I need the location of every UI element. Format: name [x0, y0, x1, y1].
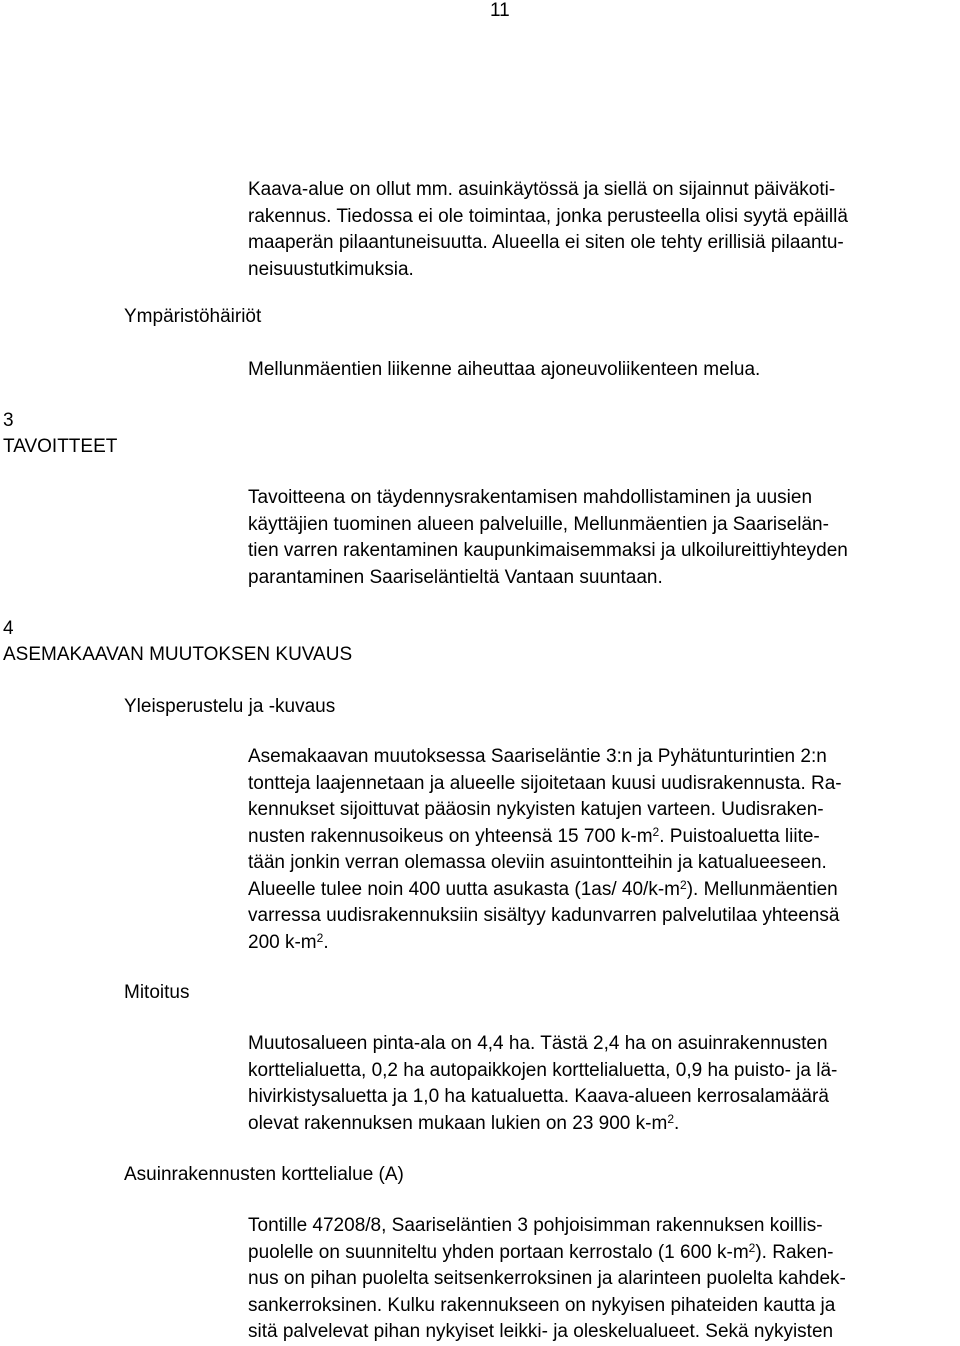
text-line: rakennus. Tiedossa ei ole toimintaa, jonka perusteella olisi syytä epäillä	[248, 205, 848, 227]
text-line	[248, 930, 842, 957]
paragraph-melu: Mellunmäentien liikenne aiheuttaa ajoneuvoliikenteen melua.	[248, 359, 761, 380]
text-line: kennukset sijoittuvat pääosin nykyisten katujen varteen. Uudisraken-	[248, 799, 824, 820]
text-line: sankerroksinen. Kulku rakennukseen on nykyisen pihateiden kautta ja	[248, 1294, 836, 1316]
text-line: käyttäjien tuominen alueen palveluille, Mellunmäentien ja Saariselän-	[248, 513, 829, 535]
chapter-number: 4	[3, 618, 14, 639]
section-heading-mitoitus: Mitoitus	[124, 982, 190, 1003]
paragraph-asuinrakennusten	[248, 1213, 846, 1346]
text-fragment: olevat rakennuksen mukaan lukien on 23 900 k-m	[248, 1112, 668, 1134]
text-fragment: Alueelle tulee noin 400 uutta asukasta (1as/ 40/k-m	[248, 878, 680, 900]
chapter-title: ASEMAKAAVAN MUUTOKSEN KUVAUS	[3, 644, 353, 665]
text-line: maaperän pilaantuneisuutta. Alueella ei siten ole tehty erillisiä pilaantu-	[248, 232, 844, 253]
text-line: tään jonkin verran olemassa oleviin asuintontteihin ja katualueeseen.	[248, 852, 827, 873]
text-fragment: ). Mellunmäentien	[686, 878, 838, 900]
section-heading-ymparistohairiot: Ympäristöhäiriöt	[124, 306, 262, 327]
text-line: tontteja laajennetaan ja alueelle sijoitetaan kuusi uudisrakennusta. Ra-	[248, 772, 842, 794]
text-line: hivirkistysaluetta ja 1,0 ha katualuetta. Kaava-alueen kerrosalamäärä	[248, 1086, 829, 1107]
text-fragment: .	[323, 931, 329, 953]
text-line: Muutosalueen pinta-ala on 4,4 ha. Tästä 2,4 ha on asuinrakennusten	[248, 1033, 828, 1054]
chapter-number: 3	[3, 410, 14, 431]
text-line	[248, 824, 842, 851]
text-line: nus on pihan puolelta seitsenkerroksinen ja alarinteen puolelta kahdek-	[248, 1268, 846, 1289]
paragraph-yleisperustelu	[248, 744, 842, 956]
text-fragment: 200 k-m	[248, 931, 317, 953]
section-heading-yleisperustelu: Yleisperustelu ja -kuvaus	[124, 696, 336, 717]
superscript: 2	[652, 824, 660, 839]
paragraph-mitoitus	[248, 1031, 837, 1137]
text-fragment: puolelle on suunniteltu yhden portaan kerrostalo (1 600 k-m	[248, 1241, 749, 1263]
text-line	[248, 1240, 846, 1267]
text-line: Kaava-alue on ollut mm. asuinkäytössä ja siellä on sijainnut päiväkoti-	[248, 179, 836, 200]
text-fragment: nusten rakennusoikeus on yhteensä 15 700 k-m	[248, 825, 653, 847]
superscript: 2	[667, 1111, 674, 1126]
chapter-heading-4	[3, 616, 352, 668]
text-line: parantaminen Saariseläntieltä Vantaan suuntaan.	[248, 566, 663, 588]
text-line: Asemakaavan muutoksessa Saariseläntie 3:n ja Pyhätunturintien 2:n	[248, 746, 827, 767]
chapter-title: TAVOITTEET	[3, 436, 118, 457]
text-line: varressa uudisrakennuksiin sisältyy kadunvarren palvelutilaa yhteensä	[248, 905, 840, 926]
paragraph-tavoitteet	[248, 485, 848, 591]
page-number: 11	[490, 0, 510, 21]
text-line: Tavoitteena on täydennysrakentamisen mahdollistaminen ja uusien	[248, 487, 813, 508]
text-fragment: ). Raken-	[755, 1241, 834, 1263]
text-line	[248, 877, 842, 904]
superscript: 2	[748, 1240, 756, 1255]
section-heading-asuinrakennusten-korttelialue: Asuinrakennusten korttelialue (A)	[124, 1164, 404, 1185]
paragraph-pilaantuneisuus	[248, 177, 848, 283]
superscript: 2	[316, 930, 324, 945]
text-line: tien varren rakentaminen kaupunkimaisemmaksi ja ulkoilureittiyhteyden	[248, 540, 848, 561]
text-fragment: . Puistoaluetta liite-	[659, 825, 820, 847]
chapter-heading-3	[3, 408, 117, 460]
text-line: Tontille 47208/8, Saariseläntien 3 pohjoisimman rakennuksen koillis-	[248, 1215, 823, 1236]
text-line: neisuustutkimuksia.	[248, 258, 414, 280]
text-line	[248, 1111, 837, 1138]
text-fragment: .	[674, 1112, 680, 1134]
text-line: korttelialuetta, 0,2 ha autopaikkojen korttelialuetta, 0,9 ha puisto- ja lä-	[248, 1059, 838, 1081]
superscript: 2	[680, 877, 687, 892]
text-line: sitä palvelevat pihan nykyiset leikki- ja oleskelualueet. Sekä nykyisten	[248, 1321, 834, 1342]
